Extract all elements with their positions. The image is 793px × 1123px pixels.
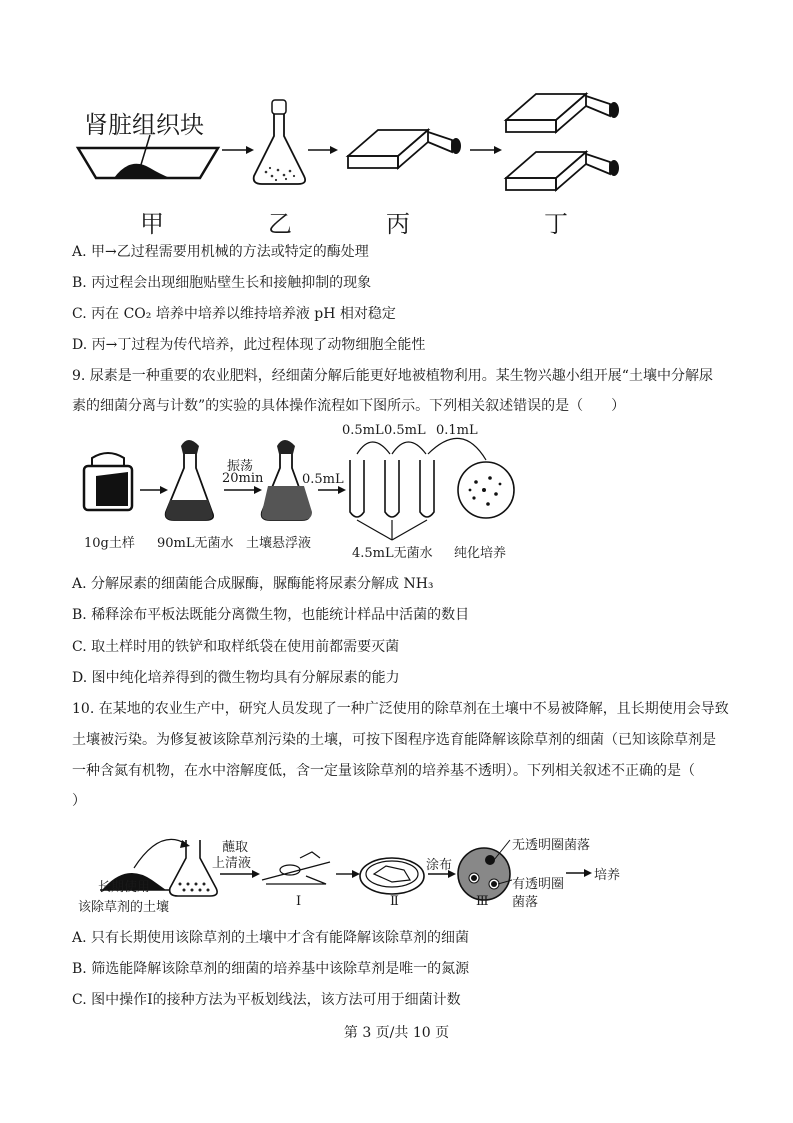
fig3-culture: 培养: [594, 868, 621, 883]
q10-stem-line-3: 一种含氮有机物，在水中溶解度低，含一定量该除草剂的培养基不透明）。下列相关叙述不正确的是（: [72, 763, 695, 779]
q8-option-d: D. 丙→丁过程为传代培养，此过程体现了动物细胞全能性: [72, 337, 426, 353]
q9-option-b: B. 稀释涂布平板法既能分离微生物，也能统计样品中活菌的数目: [72, 607, 470, 623]
fig3-step-3: Ⅲ: [476, 894, 489, 909]
fig2-purify-culture: 纯化培养: [454, 546, 507, 561]
fig3-soil-line-1: 长期使用: [98, 880, 151, 895]
fig3-ring-colony-line-2: 菌落: [512, 895, 539, 910]
q10-option-c: C. 图中操作Ⅰ的接种方法为平板划线法，该方法可用于细菌计数: [72, 992, 461, 1008]
q10-option-a: A. 只有长期使用该除草剂的土壤中才含有能降解该除草剂的细菌: [72, 930, 470, 946]
q8-option-c: C. 丙在 CO₂ 培养中培养以维持培养液 pH 相对稳定: [72, 306, 396, 322]
fig3-dip: 蘸取: [222, 840, 249, 855]
q9-option-d: D. 图中纯化培养得到的微生物均具有分解尿素的能力: [72, 670, 400, 686]
figure1-label-bing: 丙: [386, 210, 410, 238]
fig3-spread: 涂布: [426, 858, 453, 873]
figure1-label-ding: 丁: [544, 210, 568, 238]
fig2-transfer-vol: 0.5mL: [302, 472, 344, 487]
figure1-label-yi: 乙: [268, 210, 292, 238]
fig2-top-vol-2: 0.5mL: [384, 423, 426, 438]
q9-option-a: A. 分解尿素的细菌能合成脲酶，脲酶能将尿素分解成 NH₃: [72, 576, 434, 592]
fig2-top-vol-1: 0.5mL: [342, 423, 384, 438]
fig3-no-ring-colony: 无透明圈菌落: [512, 838, 591, 853]
q9-stem-line-1: 9. 尿素是一种重要的农业肥料，经细菌分解后能更好地被植物利用。某生物兴趣小组开展“土壤中分解尿: [72, 368, 713, 384]
q10-stem-line-4: ）: [72, 793, 86, 809]
q8-option-a: A. 甲→乙过程需要用机械的方法或特定的酶处理: [72, 244, 369, 260]
q8-option-b: B. 丙过程会出现细胞贴壁生长和接触抑制的现象: [72, 275, 372, 291]
fig2-sterile-water-90: 90mL无菌水: [157, 536, 234, 551]
q9-stem-line-2: 素的细菌分离与计数”的实验的具体操作流程如下图所示。下列相关叙述错误的是（ ）: [72, 398, 626, 414]
fig2-soil-sample: 10g土样: [84, 536, 135, 551]
page-footer: 第 3 页/共 10 页: [343, 1025, 450, 1041]
figure1-title: 肾脏组织块: [84, 111, 204, 139]
figure1-label-jia: 甲: [140, 210, 164, 238]
fig3-step-1: Ⅰ: [296, 894, 302, 909]
fig3-supernatant: 上清液: [212, 856, 252, 871]
fig3-step-2: Ⅱ: [390, 894, 399, 909]
fig2-soil-suspension: 土壤悬浮液: [246, 536, 312, 551]
fig3-ring-colony-line-1: 有透明圈: [512, 877, 565, 892]
fig2-shake: 振荡: [227, 459, 254, 474]
fig3-soil-line-2: 该除草剂的土壤: [78, 900, 170, 915]
fig2-top-vol-3: 0.1mL: [436, 423, 478, 438]
q10-option-b: B. 筛选能降解该除草剂的细菌的培养基中该除草剂是唯一的氮源: [72, 961, 470, 977]
q10-stem-line-1: 10. 在某地的农业生产中，研究人员发现了一种广泛使用的除草剂在土壤中不易被降解，且长期使用会导致: [72, 701, 729, 717]
fig2-sterile-water-4-5: 4.5mL无菌水: [352, 546, 433, 561]
fig2-shake-time: 20min: [222, 471, 264, 486]
q10-stem-line-2: 土壤被污染。为修复被该除草剂污染的土壤，可按下图程序选育能降解该除草剂的细菌（已知该除草剂是: [72, 732, 716, 748]
q9-option-c: C. 取土样时用的铁铲和取样纸袋在使用前都需要灭菌: [72, 639, 400, 655]
